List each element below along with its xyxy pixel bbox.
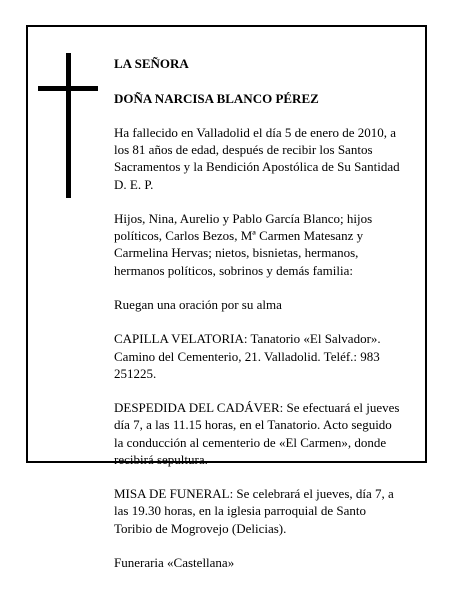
funeral-mass-info: MISA DE FUNERAL: Se celebrará el jueves, día 7, a las 19.30 horas, en la iglesia parroquial de Santo Toribio de Mogrovejo (Delicias). — [114, 486, 394, 536]
farewell-info: DESPEDIDA DEL CADÁVER: Se efectuará el jueves día 7, a las 11.15 horas, en el Tanatorio. Acto seguido la conducción al cementerio de «El Carmen», donde recibirá sepultura. — [114, 400, 400, 467]
wake-location: CAPILLA VELATORIA: Tanatorio «El Salvador». Camino del Cementerio, 21. Valladolid. Teléf.: 983 251225. — [114, 331, 381, 381]
deceased-name: DOÑA NARCISA BLANCO PÉREZ — [114, 90, 319, 106]
death-announcement: Ha fallecido en Valladolid el día 5 de enero de 2010, a los 81 años de edad, después de recibir los Santos Sacramentos y la Bendición Apostólica de Su Santidad D. E. P. — [114, 125, 400, 192]
funeral-home: Funeraria «Castellana» — [114, 555, 235, 571]
family-list: Hijos, Nina, Aurelio y Pablo García Blanco; hijos políticos, Carlos Bezos, Mª Carmen Matesanz y Carmelina Hervas; nietos, bisnietas, hermanos, hermanos políticos, sobrinos y demás familia: — [114, 211, 373, 278]
prayer-request: Ruegan una oración por su alma — [114, 297, 282, 313]
cross-icon — [38, 53, 98, 198]
obituary-text — [114, 38, 420, 589]
notice-title: LA SEÑORA — [114, 56, 189, 72]
